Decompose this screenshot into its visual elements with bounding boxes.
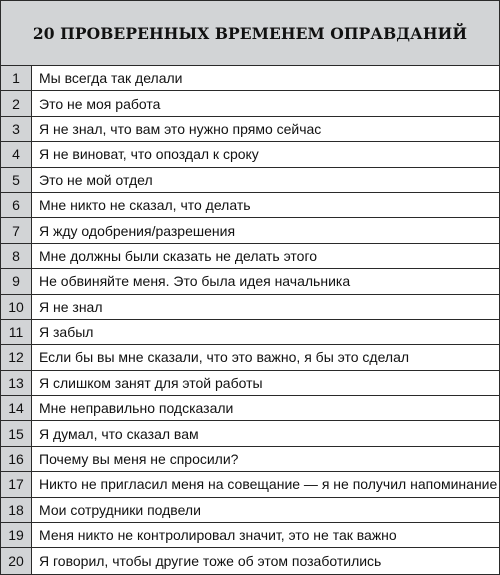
row-number: 9 [1,269,32,293]
table-row [1,447,499,472]
row-number: 2 [1,91,32,115]
row-excuse: Я забыл [39,324,94,341]
table-row [1,269,499,294]
row-number: 17 [1,472,32,496]
row-number: 6 [1,193,32,217]
row-excuse: Мне должны были сказать не делать этого [39,247,318,264]
table-row [1,548,499,573]
table-row [1,371,499,396]
row-excuse: Мы всегда так делали [39,70,183,87]
row-number: 14 [1,396,32,420]
row-number: 15 [1,421,32,445]
row-number: 7 [1,218,32,242]
row-excuse: Никто не пригласил меня на совещание — я не получил напоминание [39,476,498,493]
row-excuse: Я слишком занят для этой работы [39,374,263,391]
table-row [1,320,499,345]
row-excuse: Я думал, что сказал вам [39,425,199,442]
table-row [1,295,499,320]
table-row [1,193,499,218]
table-row [1,244,499,269]
table-row [1,523,499,548]
row-number: 8 [1,244,32,268]
row-excuse: Я не виноват, что опоздал к сроку [39,146,259,163]
row-excuse: Это не мой отдел [39,171,153,188]
row-excuse: Почему вы меня не спросили? [39,451,239,468]
row-excuse: Я говорил, чтобы другие тоже об этом позаботились [39,553,382,570]
table-row [1,472,499,497]
row-number: 5 [1,168,32,192]
table-row [1,117,499,142]
row-excuse: Я не знал [39,298,103,315]
row-number: 16 [1,447,32,471]
row-number: 4 [1,142,32,166]
table-body [1,66,499,574]
table-row [1,345,499,370]
row-excuse: Не обвиняйте меня. Это была идея начальника [39,273,351,290]
table-row [1,91,499,116]
row-number: 18 [1,498,32,522]
row-number: 10 [1,295,32,319]
row-number: 20 [1,548,32,573]
table-row [1,218,499,243]
table-row [1,396,499,421]
table-title: 20 ПРОВЕРЕННЫХ ВРЕМЕНЕМ ОПРАВДАНИЙ [32,23,468,43]
table-row [1,168,499,193]
table-row [1,498,499,523]
table-row [1,142,499,167]
table-row [1,66,499,91]
row-excuse: Я жду одобрения/разрешения [39,222,236,239]
row-number: 19 [1,523,32,547]
table-header [1,1,499,66]
row-excuse: Мне неправильно подсказали [39,400,234,417]
row-number: 3 [1,117,32,141]
row-number: 13 [1,371,32,395]
table-row [1,421,499,446]
row-excuse: Это не моя работа [39,95,161,112]
row-excuse: Меня никто не контролировал значит, это не так важно [39,527,397,544]
row-excuse: Если бы вы мне сказали, что это важно, я бы это сделал [39,349,410,366]
row-number: 12 [1,345,32,369]
row-excuse: Мне никто не сказал, что делать [39,197,251,214]
row-number: 11 [1,320,32,344]
row-excuse: Я не знал, что вам это нужно прямо сейчас [39,120,322,137]
row-number: 1 [1,66,32,90]
row-excuse: Мои сотрудники подвели [39,501,201,518]
